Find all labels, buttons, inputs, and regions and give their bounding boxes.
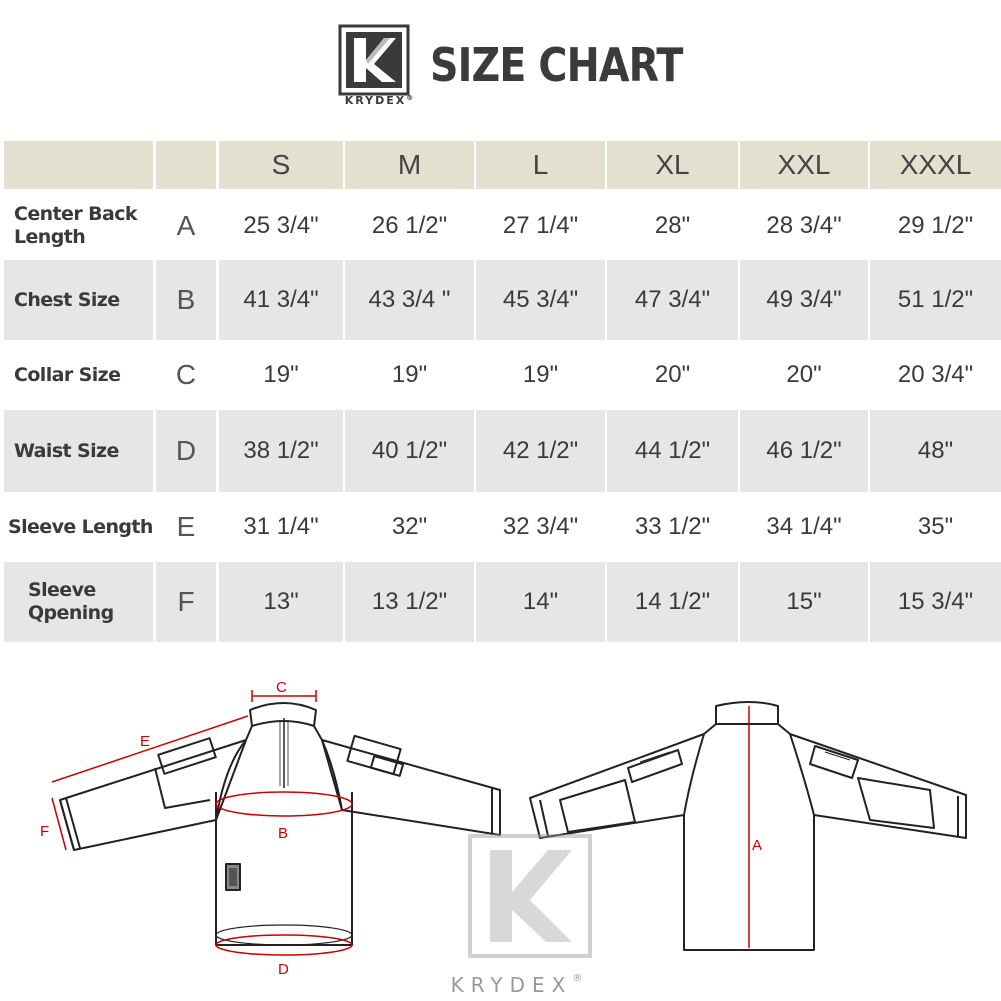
row-label: Center Back Length bbox=[14, 203, 137, 248]
row-letter: F bbox=[156, 562, 216, 642]
table-cell: 25 3/4" bbox=[243, 212, 319, 239]
table-cell: 13 1/2" bbox=[345, 562, 474, 642]
size-header-s: S bbox=[219, 141, 343, 189]
table-cell: 48" bbox=[870, 410, 1001, 492]
table-cell: 43 3/4 " bbox=[345, 260, 474, 340]
label-b: B bbox=[278, 825, 289, 842]
header-letter bbox=[156, 141, 216, 189]
watermark-wordmark: KRYDEX® bbox=[450, 973, 590, 997]
watermark-logo bbox=[470, 836, 590, 956]
table-cell: 34 1/4" bbox=[766, 513, 842, 540]
table-cell: 31 1/4" bbox=[243, 513, 319, 540]
label-a: A bbox=[752, 837, 763, 854]
table-cell: 14" bbox=[476, 562, 605, 642]
krydex-logo bbox=[338, 24, 410, 96]
table-cell: 20" bbox=[786, 361, 822, 388]
front-shirt-outline bbox=[60, 703, 500, 945]
table-cell: 28" bbox=[654, 212, 691, 239]
table-cell: 28 3/4" bbox=[766, 212, 842, 239]
table-cell: 19" bbox=[263, 361, 299, 388]
row-letter: C bbox=[175, 359, 197, 390]
header-corner bbox=[4, 141, 153, 189]
table-cell: 38 1/2" bbox=[219, 410, 343, 492]
table-cell: 33 1/2" bbox=[634, 513, 711, 540]
row-label: Sleeve Qpening bbox=[28, 579, 114, 624]
table-cell: 15" bbox=[740, 562, 868, 642]
row-letter: E bbox=[176, 511, 196, 542]
table-cell: 41 3/4" bbox=[219, 260, 343, 340]
label-f: F bbox=[40, 823, 50, 840]
table-cell: 13" bbox=[219, 562, 343, 642]
row-label: Waist Size bbox=[14, 439, 119, 462]
size-header-xl: XL bbox=[607, 141, 738, 189]
row-letter: D bbox=[156, 410, 216, 492]
table-cell: 19" bbox=[522, 361, 559, 388]
table-cell: 20 3/4" bbox=[897, 361, 974, 388]
table-cell: 26 1/2" bbox=[371, 212, 448, 239]
table-cell: 27 1/4" bbox=[502, 212, 579, 239]
row-letter: A bbox=[176, 210, 196, 241]
table-cell: 15 3/4" bbox=[870, 562, 1001, 642]
table-cell: 47 3/4" bbox=[607, 260, 738, 340]
table-cell: 51 1/2" bbox=[870, 260, 1001, 340]
table-cell: 42 1/2" bbox=[476, 410, 605, 492]
page-title: SIZE CHART bbox=[430, 38, 683, 92]
row-letter: B bbox=[156, 260, 216, 340]
size-header-m: M bbox=[345, 141, 474, 189]
table-cell: 20" bbox=[654, 361, 691, 388]
logo-wordmark: KRYDEX® bbox=[344, 94, 416, 107]
table-cell: 35" bbox=[917, 513, 954, 540]
size-header-xxxl: XXXL bbox=[870, 141, 1001, 189]
label-c: C bbox=[276, 679, 287, 696]
table-cell: 29 1/2" bbox=[897, 212, 974, 239]
table-cell: 32 3/4" bbox=[502, 513, 579, 540]
size-header-l: L bbox=[476, 141, 605, 189]
row-label: Sleeve Length bbox=[8, 515, 153, 538]
table-cell: 19" bbox=[391, 361, 428, 388]
table-cell: 44 1/2" bbox=[607, 410, 738, 492]
table-cell: 32" bbox=[391, 513, 428, 540]
table-cell: 46 1/2" bbox=[740, 410, 868, 492]
garment-diagram bbox=[0, 660, 1001, 1000]
table-cell: 14 1/2" bbox=[607, 562, 738, 642]
row-label: Chest Size bbox=[14, 288, 120, 311]
table-cell: 49 3/4" bbox=[740, 260, 868, 340]
size-header-xxl: XXL bbox=[740, 141, 868, 189]
row-label: Collar Size bbox=[14, 363, 121, 386]
label-e: E bbox=[140, 733, 151, 750]
table-cell: 45 3/4" bbox=[476, 260, 605, 340]
label-d: D bbox=[278, 961, 289, 978]
table-cell: 40 1/2" bbox=[345, 410, 474, 492]
back-shirt-outline bbox=[530, 702, 966, 950]
